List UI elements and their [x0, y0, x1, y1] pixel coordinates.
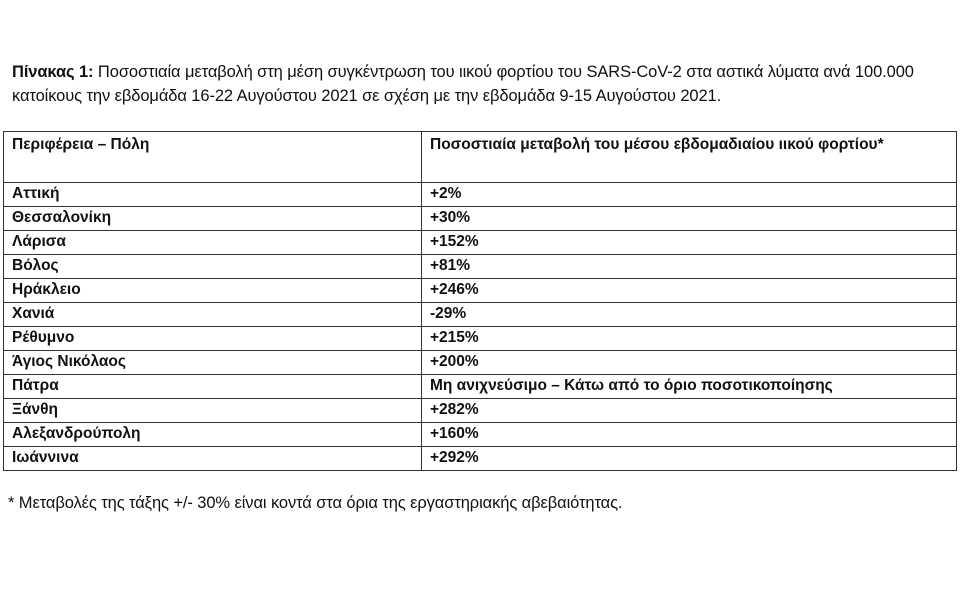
table-row [4, 399, 957, 423]
table-row [4, 351, 957, 375]
cell-change: -29% [422, 303, 957, 327]
table-row [4, 423, 957, 447]
cell-change: +30% [422, 207, 957, 231]
cell-region: Θεσσαλονίκη [4, 207, 422, 231]
cell-change: +160% [422, 423, 957, 447]
caption-text: Ποσοστιαία μεταβολή στη μέση συγκέντρωση του ιικού φορτίου του SARS-CoV-2 στα αστικά λύματα ανά 100.000 κατοίκους την εβδομάδα 16-22 Αυγούστου 2021 σε σχέση με την εβδομάδα 9-15 Αυγούστου 2021. [12, 63, 914, 105]
cell-region: Βόλος [4, 255, 422, 279]
cell-region: Αττική [4, 183, 422, 207]
cell-region: Αλεξανδρούπολη [4, 423, 422, 447]
cell-region: Ξάνθη [4, 399, 422, 423]
table-row [4, 447, 957, 471]
cell-region: Άγιος Νικόλαος [4, 351, 422, 375]
table-row [4, 231, 957, 255]
table-row [4, 255, 957, 279]
wastewater-viral-load-table [3, 131, 957, 471]
caption-label: Πίνακας 1: [12, 63, 94, 81]
cell-region: Ιωάννινα [4, 447, 422, 471]
cell-change: +246% [422, 279, 957, 303]
cell-region: Λάρισα [4, 231, 422, 255]
table-caption [12, 60, 952, 108]
cell-region: Χανιά [4, 303, 422, 327]
cell-change: +81% [422, 255, 957, 279]
header-change: Ποσοστιαία μεταβολή του μέσου εβδομαδιαίου ιικού φορτίου* [422, 132, 957, 183]
table-row [4, 303, 957, 327]
cell-change: +282% [422, 399, 957, 423]
header-region: Περιφέρεια – Πόλη [4, 132, 422, 183]
table-footnote: * Μεταβολές της τάξης +/- 30% είναι κοντά στα όρια της εργαστηριακής αβεβαιότητας. [8, 494, 623, 512]
table-row [4, 327, 957, 351]
cell-change: +152% [422, 231, 957, 255]
table-row [4, 183, 957, 207]
table-row [4, 207, 957, 231]
cell-region: Ηράκλειο [4, 279, 422, 303]
cell-region: Πάτρα [4, 375, 422, 399]
cell-change: +2% [422, 183, 957, 207]
cell-change: +292% [422, 447, 957, 471]
table-row [4, 279, 957, 303]
cell-change: +215% [422, 327, 957, 351]
table-header-row [4, 132, 957, 183]
cell-change: +200% [422, 351, 957, 375]
cell-change: Μη ανιχνεύσιμο – Κάτω από το όριο ποσοτικοποίησης [422, 375, 957, 399]
table-row [4, 375, 957, 399]
cell-region: Ρέθυμνο [4, 327, 422, 351]
